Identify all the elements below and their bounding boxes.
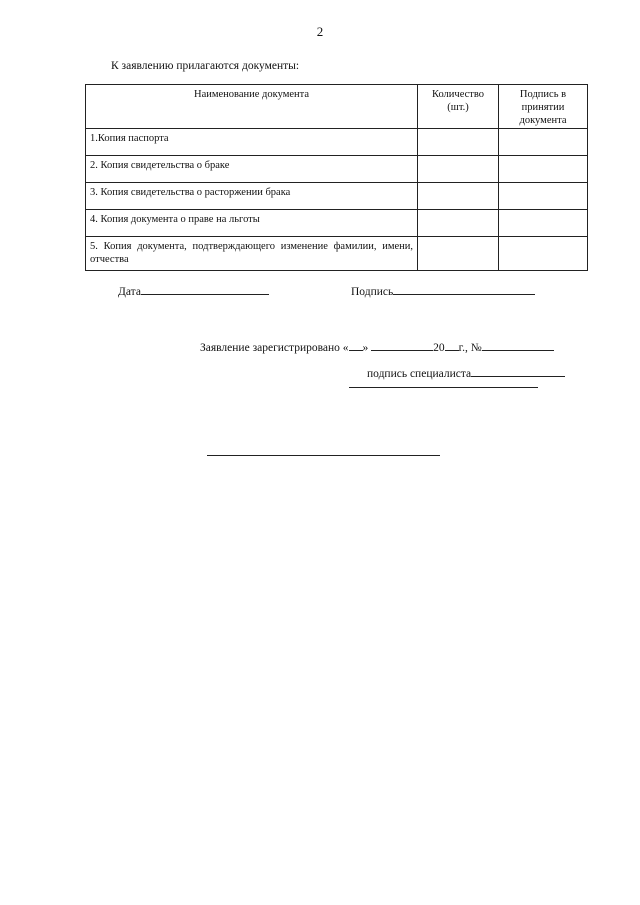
documents-table [85,84,588,271]
header-document-name: Наименование документа [86,85,418,129]
page-number: 2 [316,24,324,39]
document-name-cell: 2. Копия свидетельства о браке [86,156,418,183]
quantity-cell [418,129,499,156]
registration-number-line[interactable] [482,339,554,351]
registration-close-quote: » [362,342,369,354]
quantity-cell [418,156,499,183]
signature-line[interactable] [393,283,535,295]
date-line[interactable] [141,283,269,295]
signature-cell [499,210,588,237]
table-row [86,237,588,271]
document-name-cell: 4. Копия документа о праве на льготы [86,210,418,237]
registration-open-quote: « [342,342,349,354]
registration-month-line[interactable] [371,339,433,351]
date-field [118,283,269,298]
specialist-name-line[interactable] [349,387,538,388]
quantity-cell [418,183,499,210]
registration-year-suffix: г., № [458,342,482,354]
quantity-cell [418,237,499,271]
registration-field [200,339,554,354]
registration-year-line[interactable] [445,339,459,351]
date-label: Дата [118,286,141,298]
signature-field [351,283,535,298]
separator-line [207,455,440,456]
table-row [86,156,588,183]
quantity-cell [418,210,499,237]
table-row [86,129,588,156]
signature-cell [499,237,588,271]
table-header-row [86,85,588,129]
specialist-signature-field [367,365,565,380]
registration-day-line[interactable] [349,339,363,351]
document-name-cell: 5. Копия документа, подтверждающего изменение фамилии, имени, отчества [86,237,418,271]
signature-cell [499,183,588,210]
attachments-intro: К заявлению прилагаются документы: [111,60,300,72]
header-signature: Подпись в принятии документа [499,85,588,129]
table-row [86,183,588,210]
signature-cell [499,156,588,183]
document-name-cell: 3. Копия свидетельства о расторжении брака [86,183,418,210]
signature-label: Подпись [351,286,394,298]
document-name-cell: 1.Копия паспорта [86,129,418,156]
header-quantity: Количество (шт.) [418,85,499,129]
signature-cell [499,129,588,156]
specialist-signature-label: подпись специалиста [367,368,472,380]
table-row [86,210,588,237]
registration-label: Заявление зарегистрировано [200,342,340,354]
specialist-signature-line[interactable] [471,365,565,377]
registration-year-prefix: 20 [433,342,445,354]
